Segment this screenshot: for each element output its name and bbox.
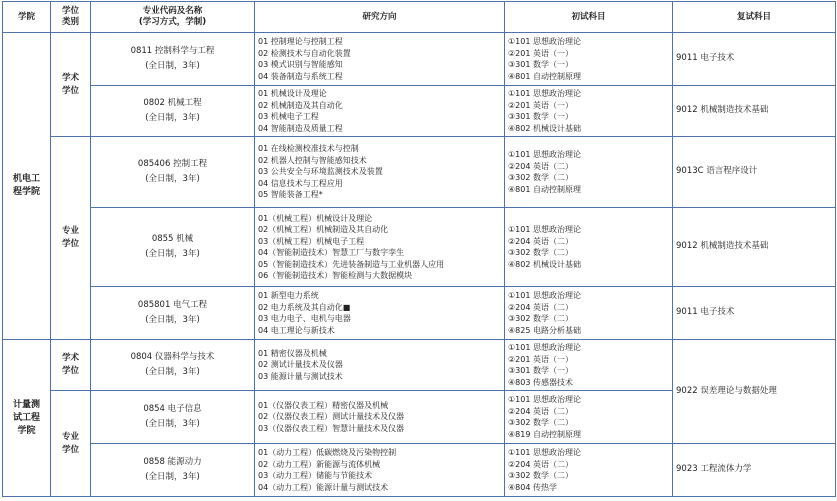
re-exam-cell: 9023 工程流体力学 (673, 444, 836, 497)
college-name-line: 计量测 (12, 399, 40, 410)
major-mode: (全日制，3年) (145, 367, 200, 377)
direction-item: 03 模式识别与智能感知 (258, 60, 343, 69)
table-row (3, 287, 836, 340)
exam-item: ①101 思想政治理论 (508, 37, 581, 46)
exam-item: ①101 思想政治理论 (508, 291, 581, 300)
program-table (2, 1, 836, 497)
exam-item: ①101 思想政治理论 (508, 150, 581, 159)
college-cell (3, 33, 51, 340)
re-exam-cell: 9022 误差理论与数据处理 (673, 340, 836, 444)
major-cell (91, 444, 255, 497)
direction-item: 04 电工理论与新技术 (258, 325, 335, 335)
major-mode: (全日制，3年) (145, 113, 200, 123)
exam-item: ③302 数学（二） (508, 314, 573, 323)
exam-item: ①101 思想政治理论 (508, 448, 581, 457)
direction-item: 02（仪器仪表工程）测试计量技术及仪器 (258, 412, 405, 422)
exam-item: ②204 英语（二） (508, 406, 573, 416)
table-row (3, 33, 836, 86)
exam-item: ②201 英语（一） (508, 100, 573, 110)
direction-item: 06（智能制造技术）智能检测与大数据模块 (258, 271, 413, 280)
header-major-line2: (学习方式，学制) (138, 17, 207, 27)
direction-cell (255, 287, 505, 340)
college-name-line: 程学院 (12, 187, 40, 197)
re-exam-cell: 9013C 语言程序设计 (673, 137, 836, 208)
degree-line: 学术 (61, 353, 79, 363)
header-major-line1: 专业代码及名称 (142, 6, 203, 16)
degree-line: 学位 (61, 366, 79, 376)
exam-item: ③301 数学（一） (508, 60, 573, 69)
re-exam-cell: 9012 机械制造技术基础 (673, 86, 836, 137)
direction-item: 03（机械工程）机械电子工程 (258, 236, 365, 246)
major-name: 0811 控制科学与工程 (130, 46, 215, 56)
first-exam-cell (505, 137, 673, 208)
first-exam-cell (505, 208, 673, 287)
major-cell (91, 391, 255, 444)
direction-item: 04 装备制造与系统工程 (258, 71, 343, 81)
exam-item: ④825 电路分析基础 (508, 325, 581, 335)
table-row (3, 208, 836, 287)
exam-item: ④804 传热学 (508, 482, 557, 492)
direction-cell (255, 444, 505, 497)
re-exam-cell: 9011 电子技术 (673, 33, 836, 86)
direction-item: 02 机械制造及其自动化 (258, 100, 343, 110)
direction-item: 02 机器人控制与智能感知技术 (258, 155, 367, 165)
major-cell (91, 340, 255, 391)
major-cell (91, 86, 255, 137)
direction-item: 02（动力工程）新能源与流体机械 (258, 459, 381, 469)
direction-cell (255, 340, 505, 391)
direction-item: 01 在线检测校准技术与控制 (258, 144, 359, 154)
direction-item: 04（智能制造技术）智慧工厂与数字孪生 (258, 248, 405, 257)
direction-cell (255, 86, 505, 137)
header-row (3, 2, 836, 33)
exam-item: ③302 数学（二） (508, 471, 573, 480)
college-name-line: 学院 (17, 425, 36, 436)
first-exam-cell (505, 340, 673, 391)
exam-item: ④803 传感器技术 (508, 377, 573, 387)
direction-item: 01（动力工程）低碳燃烧及污染物控制 (258, 448, 397, 457)
re-exam-cell: 9011 电子技术 (673, 287, 836, 340)
major-mode: (全日制，3年) (145, 174, 200, 184)
major-name: 0802 机械工程 (143, 98, 202, 108)
exam-item: ③301 数学（一） (508, 112, 573, 121)
major-name: 085406 控制工程 (137, 159, 208, 169)
exam-item: ③302 数学（二） (508, 173, 573, 182)
direction-item: 05（智能制造技术）先进装备制造与工业机器人应用 (258, 259, 445, 269)
direction-item: 03 机械电子工程 (258, 112, 319, 121)
table-row (3, 444, 836, 497)
exam-item: ①101 思想政治理论 (508, 395, 581, 404)
direction-item: 01 新型电力系统 (258, 291, 319, 300)
table-row (3, 340, 836, 391)
header-degree-line1: 学位 (61, 6, 79, 16)
exam-item: ④802 机械设计基础 (508, 123, 581, 133)
degree-line: 学位 (61, 239, 79, 249)
header-major (91, 2, 255, 33)
header-re-exam: 复试科目 (673, 2, 836, 33)
degree-cell (51, 137, 91, 340)
degree-cell (51, 340, 91, 391)
first-exam-cell (505, 444, 673, 497)
direction-item: 04（动力工程）能源计量与测试技术 (258, 482, 389, 492)
degree-line: 学位 (61, 444, 79, 455)
direction-cell (255, 391, 505, 444)
major-name: 085801 电气工程 (137, 300, 208, 310)
degree-cell (51, 391, 91, 497)
exam-item: ④801 自动控制原理 (508, 71, 581, 81)
exam-item: ③302 数学（二） (508, 418, 573, 427)
re-exam-cell: 9012 机械制造技术基础 (673, 208, 836, 287)
major-cell (91, 208, 255, 287)
header-degree (51, 2, 91, 33)
header-direction: 研究方向 (255, 2, 505, 33)
direction-item: 01 精密仪器及机械 (258, 348, 327, 358)
major-name: 0858 能源动力 (143, 457, 202, 467)
major-mode: (全日制，3年) (145, 315, 200, 325)
major-cell (91, 33, 255, 86)
header-college: 学院 (3, 2, 51, 33)
major-cell (91, 287, 255, 340)
direction-item: 02 检测技术与自动化装置 (258, 48, 351, 58)
degree-line: 学位 (61, 85, 79, 96)
header-first-exam: 初试科目 (505, 2, 673, 33)
degree-line: 学术 (61, 72, 79, 83)
exam-item: ④819 自动控制原理 (508, 429, 581, 439)
college-name-line: 试工程 (12, 412, 40, 423)
direction-item: 02 电力系统及其自动化■ (258, 302, 351, 312)
direction-item: 01（机械工程）机械设计及理论 (258, 213, 373, 223)
major-name: 0854 电子信息 (143, 404, 202, 414)
major-name: 0855 机械 (151, 234, 194, 244)
first-exam-cell (505, 86, 673, 137)
major-mode: (全日制，3年) (145, 419, 200, 429)
first-exam-cell (505, 391, 673, 444)
direction-item: 03（动力工程）储能与节能技术 (258, 471, 373, 480)
exam-item: ②204 英语（二） (508, 161, 573, 171)
college-name-line: 机电工 (12, 174, 40, 184)
direction-item: 03 公共安全与环境监测技术及装置 (258, 167, 383, 177)
direction-item: 03（仪器仪表工程）智慧计量技术及仪器 (258, 423, 405, 433)
exam-item: ②201 英语（一） (508, 354, 573, 364)
exam-item: ②204 英语（二） (508, 302, 573, 312)
direction-item: 01 控制理论与控制工程 (258, 37, 343, 46)
degree-cell (51, 33, 91, 137)
first-exam-cell (505, 287, 673, 340)
direction-cell (255, 137, 505, 208)
degree-line: 专业 (61, 431, 79, 442)
major-mode: (全日制，3年) (145, 249, 200, 259)
direction-cell (255, 33, 505, 86)
header-degree-line2: 类别 (61, 17, 79, 27)
exam-item: ①101 思想政治理论 (508, 343, 581, 352)
major-cell (91, 137, 255, 208)
direction-item: 02 测试计量技术及仪器 (258, 360, 343, 370)
direction-item: 05 智能装备工程* (258, 190, 323, 200)
table-row (3, 86, 836, 137)
exam-item: ③301 数学（一） (508, 366, 573, 375)
major-name: 0804 仪器科学与技术 (130, 352, 215, 362)
table-row (3, 137, 836, 208)
direction-item: 02（机械工程）机械制造及其自动化 (258, 225, 389, 234)
exam-item: ①101 思想政治理论 (508, 225, 581, 234)
direction-item: 01（仪器仪表工程）精密仪器及机械 (258, 400, 389, 410)
direction-item: 04 智能制造及质量工程 (258, 123, 343, 133)
exam-item: ④801 自动控制原理 (508, 184, 581, 194)
direction-item: 01 机械设计及理论 (258, 89, 327, 98)
exam-item: ②204 英语（二） (508, 459, 573, 469)
first-exam-cell (505, 33, 673, 86)
degree-line: 专业 (61, 226, 79, 236)
exam-item: ②204 英语（二） (508, 236, 573, 246)
college-cell (3, 340, 51, 497)
direction-cell (255, 208, 505, 287)
exam-item: ①101 思想政治理论 (508, 89, 581, 98)
major-mode: (全日制，3年) (145, 472, 200, 482)
direction-item: 03 电力电子、电机与电器 (258, 314, 351, 323)
exam-item: ③302 数学（二） (508, 248, 573, 257)
exam-item: ④802 机械设计基础 (508, 259, 581, 269)
direction-item: 04 信息技术与工程应用 (258, 178, 343, 188)
exam-item: ②201 英语（一） (508, 48, 573, 58)
major-mode: (全日制，3年) (145, 61, 200, 71)
direction-item: 03 能源计量与测试技术 (258, 371, 343, 381)
